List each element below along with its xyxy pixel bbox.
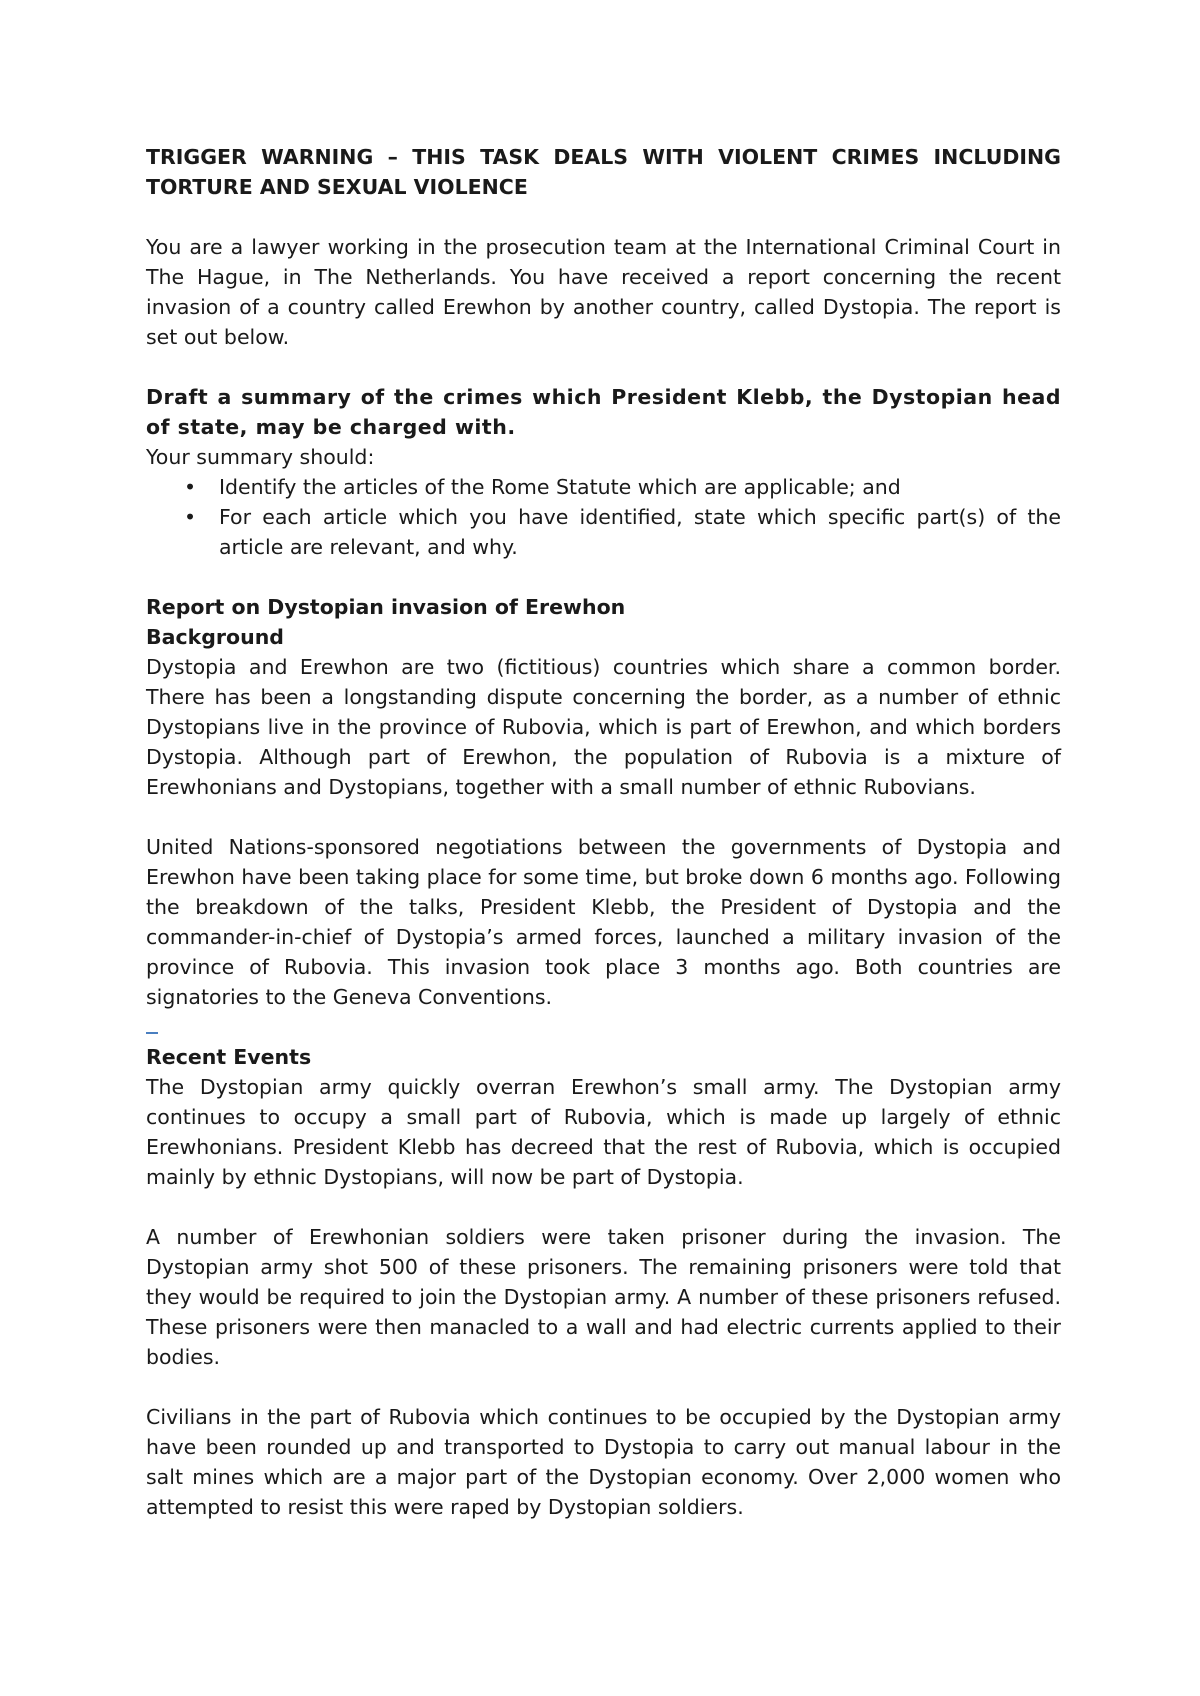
list-item	[146, 472, 1061, 502]
bullet-icon: •	[184, 505, 197, 529]
paragraph-spacer	[146, 1372, 1061, 1402]
task-heading: Draft a summary of the crimes which President Klebb, the Dystopian head of state, may be charged with.	[146, 385, 1061, 439]
underline-marker	[146, 1012, 1061, 1042]
list-item-text: Identify the articles of the Rome Statute which are applicable; and	[219, 475, 901, 499]
background-paragraph-2: United Nations-sponsored negotiations between the governments of Dystopia and Erewhon have been taking place for some time, but broke down 6 months ago. Following the breakdown of the talks, President Klebb, the President of Dystopia and the commander-in-chief of Dystopia’s armed forces, launched a military invasion of the province of Rubovia. This invasion took place 3 months ago. Both countries are signatories to the Geneva Conventions.	[146, 835, 1061, 1009]
bullet-icon: •	[184, 475, 197, 499]
document-page	[146, 142, 1061, 1522]
task-lead: Your summary should:	[146, 445, 375, 469]
paragraph-spacer	[146, 1192, 1061, 1222]
background-heading: Background	[146, 625, 284, 649]
paragraph-spacer	[146, 352, 1061, 382]
recent-events-heading: Recent Events	[146, 1045, 312, 1069]
trigger-warning: TRIGGER WARNING – THIS TASK DEALS WITH VIOLENT CRIMES INCLUDING TORTURE AND SEXUAL VIOLENCE	[146, 145, 1061, 199]
paragraph-spacer	[146, 202, 1061, 232]
recent-events-paragraph-3: Civilians in the part of Rubovia which continues to be occupied by the Dystopian army have been rounded up and transported to Dystopia to carry out manual labour in the salt mines which are a major part of the Dystopian economy. Over 2,000 women who attempted to resist this were raped by Dystopian soldiers.	[146, 1405, 1061, 1519]
list-item	[146, 502, 1061, 562]
paragraph-spacer	[146, 802, 1061, 832]
underline-mark	[146, 1032, 158, 1034]
background-paragraph-1: Dystopia and Erewhon are two (fictitious) countries which share a common border. There has been a longstanding dispute concerning the border, as a number of ethnic Dystopians live in the province of Rubovia, which is part of Erewhon, and which borders Dystopia. Although part of Erewhon, the population of Rubovia is a mixture of Erewhonians and Dystopians, together with a small number of ethnic Rubovians.	[146, 655, 1061, 799]
report-title: Report on Dystopian invasion of Erewhon	[146, 595, 626, 619]
recent-events-paragraph-1: The Dystopian army quickly overran Erewhon’s small army. The Dystopian army continues to occupy a small part of Rubovia, which is made up largely of ethnic Erewhonians. President Klebb has decreed that the rest of Rubovia, which is occupied mainly by ethnic Dystopians, will now be part of Dystopia.	[146, 1075, 1061, 1189]
paragraph-spacer	[146, 562, 1061, 592]
list-item-text: For each article which you have identified, state which specific part(s) of the article are relevant, and why.	[219, 505, 1061, 559]
task-bullet-list	[146, 472, 1061, 562]
recent-events-paragraph-2: A number of Erewhonian soldiers were taken prisoner during the invasion. The Dystopian army shot 500 of these prisoners. The remaining prisoners were told that they would be required to join the Dystopian army. A number of these prisoners refused. These prisoners were then manacled to a wall and had electric currents applied to their bodies.	[146, 1225, 1061, 1369]
intro-paragraph: You are a lawyer working in the prosecution team at the International Criminal Court in The Hague, in The Netherlands. You have received a report concerning the recent invasion of a country called Erewhon by another country, called Dystopia. The report is set out below.	[146, 235, 1061, 349]
